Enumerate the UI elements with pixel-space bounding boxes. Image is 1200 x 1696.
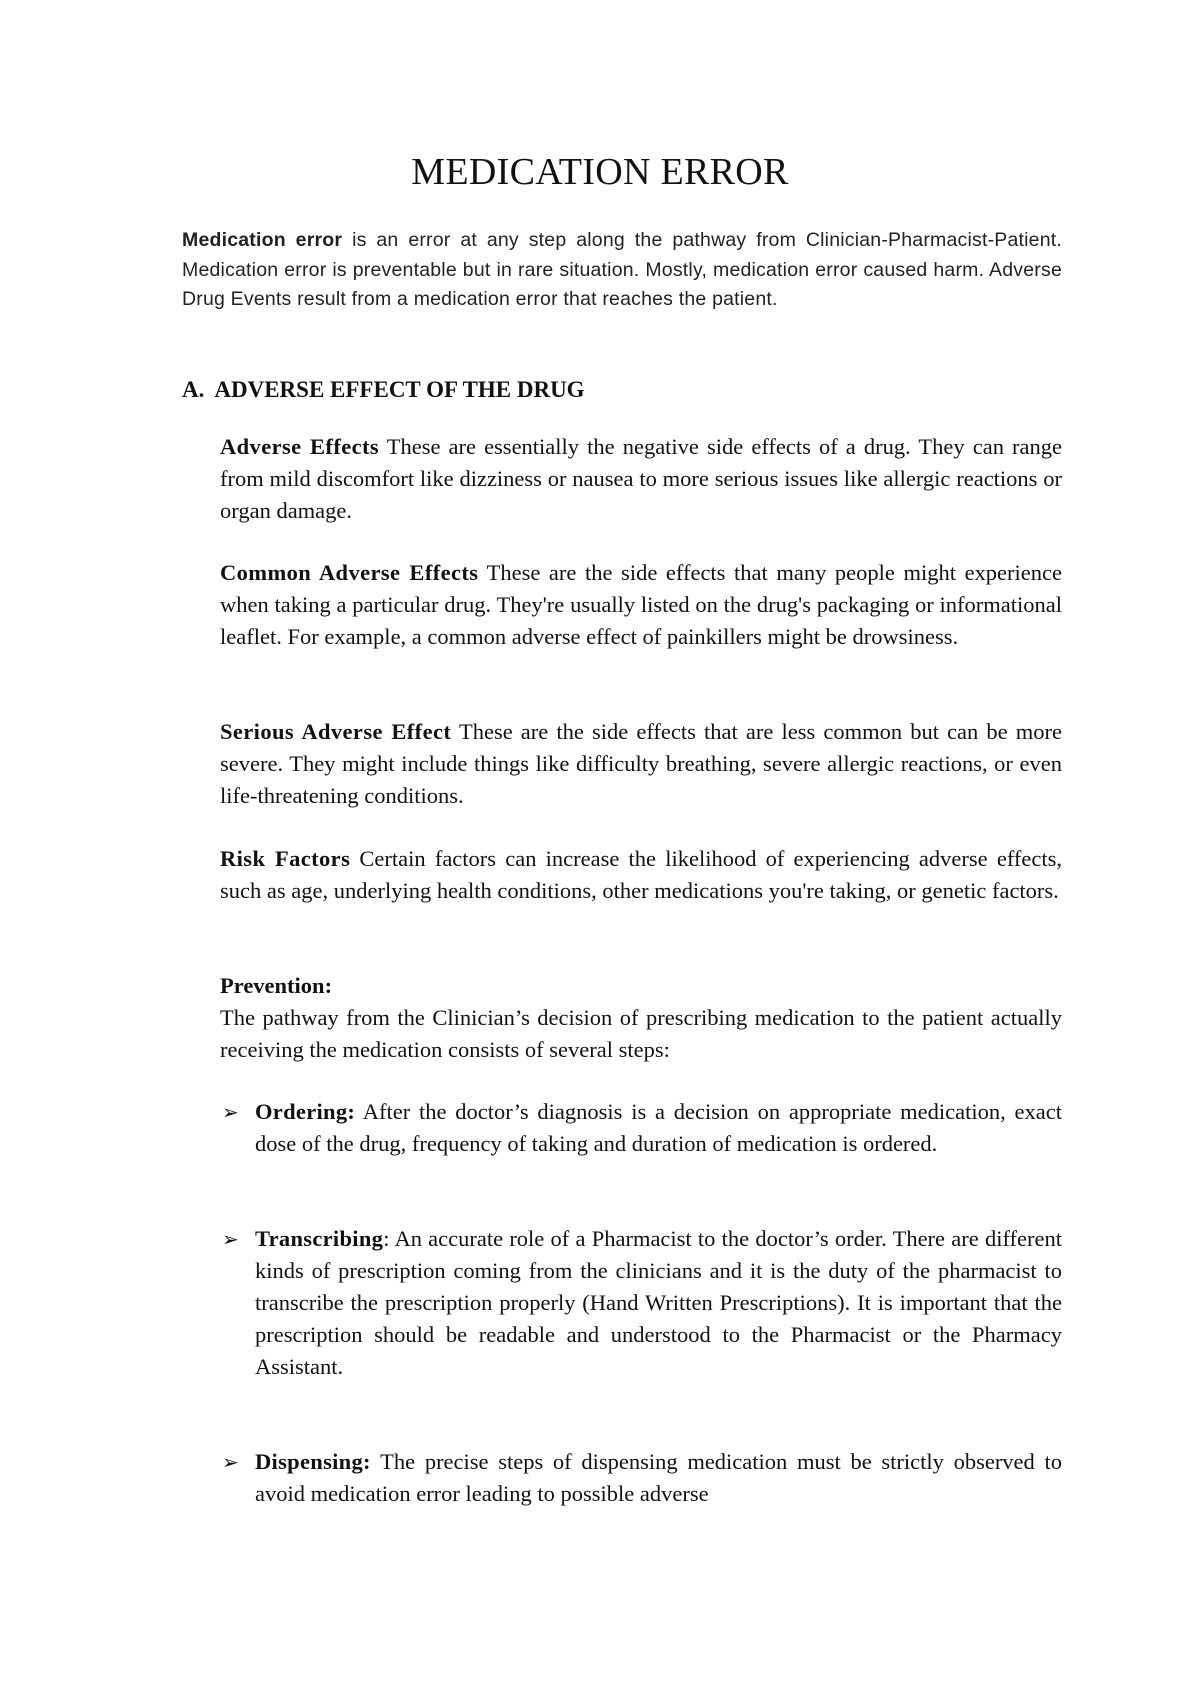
prevention-text: The pathway from the Clinician’s decision of prescribing medication to the patient actually receiving the medication consists of several steps: (220, 1005, 1062, 1062)
step-text-transcribing: : An accurate role of a Pharmacist to the doctor’s order. There are different kinds of prescription coming from the clinicians and it is the duty of the pharmacist to transcribe the prescription properly (Hand Written Prescriptions). It is important that the prescription should be readable and understood to the Pharmacist or the Pharmacy Assistant. (255, 1226, 1062, 1379)
term-risk-factors: Risk Factors (220, 846, 351, 871)
section-heading-a (182, 375, 585, 405)
paragraph-adverse-effects (220, 431, 1062, 527)
step-term-transcribing: Transcribing (255, 1226, 384, 1251)
arrow-bullet-icon: ➢ (222, 1227, 239, 1251)
paragraph-risk-factors (220, 843, 1062, 907)
term-common-adverse-effects: Common Adverse Effects (220, 560, 479, 585)
text-risk-factors: Certain factors can increase the likelihood of experiencing adverse effects, such as age, underlying health conditions, other medications you're taking, or genetic factors. (220, 846, 1062, 903)
list-item-dispensing (222, 1446, 1062, 1510)
text-common-adverse-effects: These are the side effects that many people might experience when taking a particular drug. They're usually listed on the drug's packaging or informational leaflet. For example, a common adverse effect of painkillers might be drowsiness. (220, 560, 1063, 649)
list-item-transcribing (222, 1223, 1062, 1383)
paragraph-prevention (220, 970, 1062, 1066)
section-letter: A. (182, 377, 205, 402)
paragraph-common-adverse-effects (220, 557, 1062, 653)
term-serious-adverse-effect: Serious Adverse Effect (220, 719, 452, 744)
arrow-bullet-icon: ➢ (222, 1450, 239, 1474)
intro-paragraph (182, 226, 1062, 315)
text-adverse-effects: These are essentially the negative side effects of a drug. They can range from mild discomfort like dizziness or nausea to more serious issues like allergic reactions or organ damage. (220, 434, 1062, 523)
step-text-ordering: After the doctor’s diagnosis is a decision on appropriate medication, exact dose of the drug, frequency of taking and duration of medication is ordered. (255, 1099, 1062, 1156)
step-term-ordering: Ordering: (255, 1099, 356, 1124)
term-adverse-effects: Adverse Effects (220, 434, 380, 459)
step-text-dispensing: The precise steps of dispensing medication must be strictly observed to avoid medication error leading to possible adverse (255, 1449, 1062, 1506)
page-title: MEDICATION ERROR (411, 151, 789, 193)
paragraph-serious-adverse-effect (220, 716, 1062, 812)
intro-text: is an error at any step along the pathway from Clinician-Pharmacist-Patient. Medication error is preventable but in rare situation. Mostly, medication error caused harm. Adverse Drug Events result from a medication error that reaches the patient. (182, 229, 1062, 310)
intro-term: Medication error (182, 229, 343, 251)
prevention-label: Prevention: (220, 973, 333, 998)
text-serious-adverse-effect: These are the side effects that are less common but can be more severe. They might include things like difficulty breathing, severe allergic reactions, or even life-threatening conditions. (220, 719, 1062, 808)
list-item-ordering (222, 1096, 1062, 1160)
arrow-bullet-icon: ➢ (222, 1100, 239, 1124)
step-term-dispensing: Dispensing: (255, 1449, 371, 1474)
section-heading-text: ADVERSE EFFECT OF THE DRUG (214, 377, 585, 402)
